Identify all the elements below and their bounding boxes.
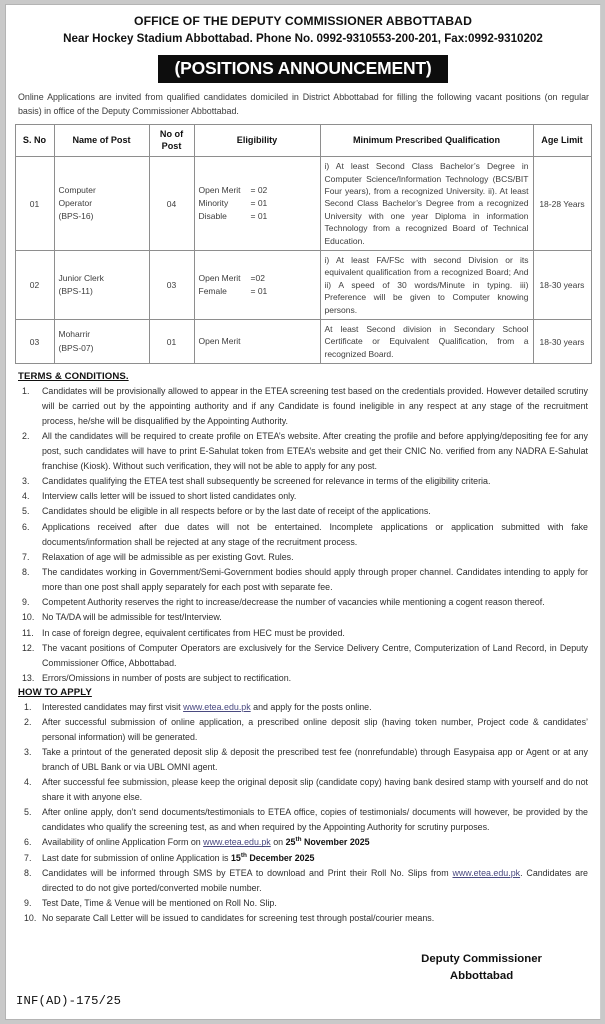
cell-sno: 01 xyxy=(15,157,54,251)
signature-block xyxy=(421,951,542,985)
post-name-line: Computer xyxy=(58,184,96,195)
terms-list xyxy=(6,384,600,686)
cell-sno: 02 xyxy=(15,250,54,319)
cell-post-name xyxy=(54,250,149,319)
eligibility-key: Disable xyxy=(198,210,227,221)
terms-item: Candidates qualifying the ETEA test shall subsequently be screened for relevance in terms of the eligibility criteria. xyxy=(42,475,491,486)
eligibility-value: = 01 xyxy=(250,198,268,209)
eligibility-key: Open Merit xyxy=(198,336,241,347)
cell-eligibility xyxy=(194,320,320,364)
column-header-name: Name of Post xyxy=(54,125,149,157)
post-name-line: (BPS-16) xyxy=(58,211,94,222)
terms-heading: TERMS & CONDITIONS. xyxy=(18,371,129,383)
howto-heading: HOW TO APPLY xyxy=(18,686,92,698)
cell-qualification: At least Second division in Secondary School Certificate or Equivalent Qualification, from a recognized Board. xyxy=(320,320,533,364)
table-body xyxy=(15,157,591,364)
cell-no-of-post: 04 xyxy=(149,157,194,251)
howto-item: After successful submission of online application, a prescribed online deposit slip (having token number, Project code & candidates’ personal information) will be generated. xyxy=(42,717,588,742)
cell-post-name xyxy=(54,320,149,364)
eligibility-key: Open Merit xyxy=(198,185,241,196)
post-name-line: Moharrir xyxy=(58,329,91,340)
terms-item: No TA/DA will be admissible for test/Interview. xyxy=(42,612,222,623)
eligibility-value: = 01 xyxy=(250,210,268,221)
howto-item: Candidates will be informed through SMS by ETEA to download and Print their Roll No. Slips from www.etea.edu.pk. Candidates are directed to do not give ported/converted mobile number. xyxy=(42,867,588,893)
eligibility-entry xyxy=(199,184,316,197)
howto-item: Interested candidates may first visit www.etea.edu.pk and apply for the posts online. xyxy=(42,701,372,712)
cell-qualification: i) At least FA/FSc with second Division or its equivalent qualification from a recognized Board; And ii) A speed of 30 words/Minute in typing. iii) Preference will be given to Computer knowing persons. xyxy=(320,250,533,319)
eligibility-entry xyxy=(199,335,316,348)
announcement-banner: (POSITIONS ANNOUNCEMENT) xyxy=(158,55,447,82)
eligibility-value: =02 xyxy=(250,273,265,284)
post-name-line: (BPS-11) xyxy=(58,285,93,296)
column-header-age: Age Limit xyxy=(533,125,591,157)
eligibility-key: Open Merit xyxy=(198,273,241,284)
cell-age-limit: 18-30 years xyxy=(533,320,591,364)
organization-title: OFFICE OF THE DEPUTY COMMISSIONER ABBOTTABAD xyxy=(134,14,472,28)
column-header-sno: S. No xyxy=(15,125,54,157)
column-header-qualification: Minimum Prescribed Qualification xyxy=(320,125,533,157)
cell-no-of-post: 01 xyxy=(149,320,194,364)
cell-age-limit: 18-30 years xyxy=(533,250,591,319)
cell-eligibility xyxy=(194,250,320,319)
howto-item: Availability of online Application Form on www.etea.edu.pk on 25th November 2025 xyxy=(42,836,370,848)
column-header-eligibility: Eligibility xyxy=(194,125,320,157)
terms-item: Interview calls letter will be issued to short listed candidates only. xyxy=(42,491,297,502)
terms-item: All the candidates will be required to create profile on ETEA’s website. After creating the profile and before applying/depositing fee for any post, such candidates will have to print E-Sahulat token from ETEA’s website and get their CNIC No. verified from any NADRA E-Sahulat franchise (Kiosk). Without such verification, they will not be able to apply for any post. xyxy=(42,431,588,471)
howto-item: Test Date, Time & Venue will be mentioned on Roll No. Slip. xyxy=(42,898,277,908)
inf-number: INF(AD)-175/25 xyxy=(16,994,122,1008)
terms-item: Candidates will be provisionally allowed to appear in the ETEA screening test based on the credentials provided. However detailed scrutiny will be carried out by the appointing authority and if any Candidate is found ineligible in any respect at any stage of the recruitment process, he/she will be disqualified by the Appointing Authority. xyxy=(42,386,588,426)
organization-address: Near Hockey Stadium Abbottabad. Phone No. 0992-9310553-200-201, Fax:0992-9310202 xyxy=(63,32,543,46)
eligibility-entry xyxy=(199,210,316,223)
terms-item: In case of foreign degree, equivalent certificates from HEC must be provided. xyxy=(42,627,345,638)
howto-item: Last date for submission of online Application is 15th December 2025 xyxy=(42,851,315,863)
key-date: 25th November 2025 xyxy=(285,836,370,848)
terms-item: Candidates should be eligible in all respects before or by the last date of receipt of the applications. xyxy=(42,506,431,517)
table-row xyxy=(15,157,591,251)
key-date: 15th December 2025 xyxy=(230,851,315,863)
terms-item: The vacant positions of Computer Operators are exclusively for the Service Delivery Centre, Computerization of Land Record, in Deputy Commissioner Office, Abbottabad. xyxy=(42,643,588,668)
terms-item: Applications received after due dates will not be entertained. Incomplete applications or application submitted with fake documents/information shall be rejected at any stage of the recruitment process. xyxy=(42,521,588,547)
document-header xyxy=(6,5,600,118)
cell-eligibility xyxy=(194,157,320,251)
etea-website-link[interactable]: www.etea.edu.pk xyxy=(203,837,271,848)
terms-item: Errors/Omissions in number of posts are subject to rectification. xyxy=(42,673,292,684)
table-row xyxy=(15,250,591,319)
eligibility-value: = 02 xyxy=(250,185,268,196)
table-row xyxy=(15,320,591,364)
document-footer xyxy=(6,951,600,1009)
etea-website-link[interactable]: www.etea.edu.pk xyxy=(452,867,521,878)
terms-item: The candidates working in Government/Semi-Government bodies should apply through proper channel. Candidates intending to apply for more than one post shall apply separately for each post with separate fee. xyxy=(42,567,588,592)
intro-paragraph: Online Applications are invited from qualified candidates domiciled in District Abbottabad for filling the following vacant positions (on regular basis) in office of the Deputy Commissioner Abbottabad. xyxy=(18,91,589,116)
cell-no-of-post: 03 xyxy=(149,250,194,319)
terms-item: Competent Authority reserves the right to increase/decrease the number of vacancies while mentioning a cogent reason thereof. xyxy=(42,597,545,608)
eligibility-key: Female xyxy=(198,285,227,296)
signature-location: Abbottabad xyxy=(449,970,514,983)
post-name-line: Junior Clerk xyxy=(58,272,104,283)
announcement-banner-wrap xyxy=(6,55,600,82)
table-header-row xyxy=(15,125,591,157)
eligibility-key: Minority xyxy=(198,198,229,209)
terms-item: Relaxation of age will be admissible as per existing Govt. Rules. xyxy=(42,551,294,562)
signature-title: Deputy Commissioner xyxy=(421,953,542,965)
column-header-nop: No of Post xyxy=(149,125,194,157)
eligibility-value: = 01 xyxy=(250,285,268,296)
cell-post-name xyxy=(54,157,149,251)
cell-qualification: i) At least Second Class Bachelor’s Degree in Computer Science/Information Technology (BCS/BIT Four years), from a recognized University. ii). At least Second Class Bachelor’s Degree from a recognized University with one year Diploma in information Technology from a recognized Board of Technical Education. xyxy=(320,157,533,251)
cell-age-limit: 18-28 Years xyxy=(533,157,591,251)
howto-item: After successful fee submission, please keep the original deposit slip (candidate copy) having bank desired stamp with yourself and do not share it with anyone else. xyxy=(42,777,588,803)
howto-item: Take a printout of the generated deposit slip & deposit the prescribed test fee (nonrefundable) through Easypaisa app or Agent or at any branch of UBL Bank or via UBL OMNI agent. xyxy=(42,747,588,772)
positions-table xyxy=(15,124,592,364)
advertisement-page xyxy=(5,4,601,1020)
eligibility-entry xyxy=(199,197,316,210)
eligibility-entry xyxy=(199,272,316,285)
etea-website-link[interactable]: www.etea.edu.pk xyxy=(183,701,251,712)
post-name-line: Operator xyxy=(58,197,93,208)
howto-item: No separate Call Letter will be issued to candidates for screening test through postal/courier means. xyxy=(42,913,435,924)
howto-item: After online apply, don’t send documents/testimonials to ETEA office, copies of testimonials/ documents will however, be provided by the candidates who qualify the screening test, as and when required by the Appointing Authority for scrutiny purposes. xyxy=(42,807,588,833)
cell-sno: 03 xyxy=(15,320,54,364)
post-name-line: (BPS-07) xyxy=(58,342,94,353)
eligibility-entry xyxy=(199,285,316,298)
howto-list xyxy=(6,700,600,926)
